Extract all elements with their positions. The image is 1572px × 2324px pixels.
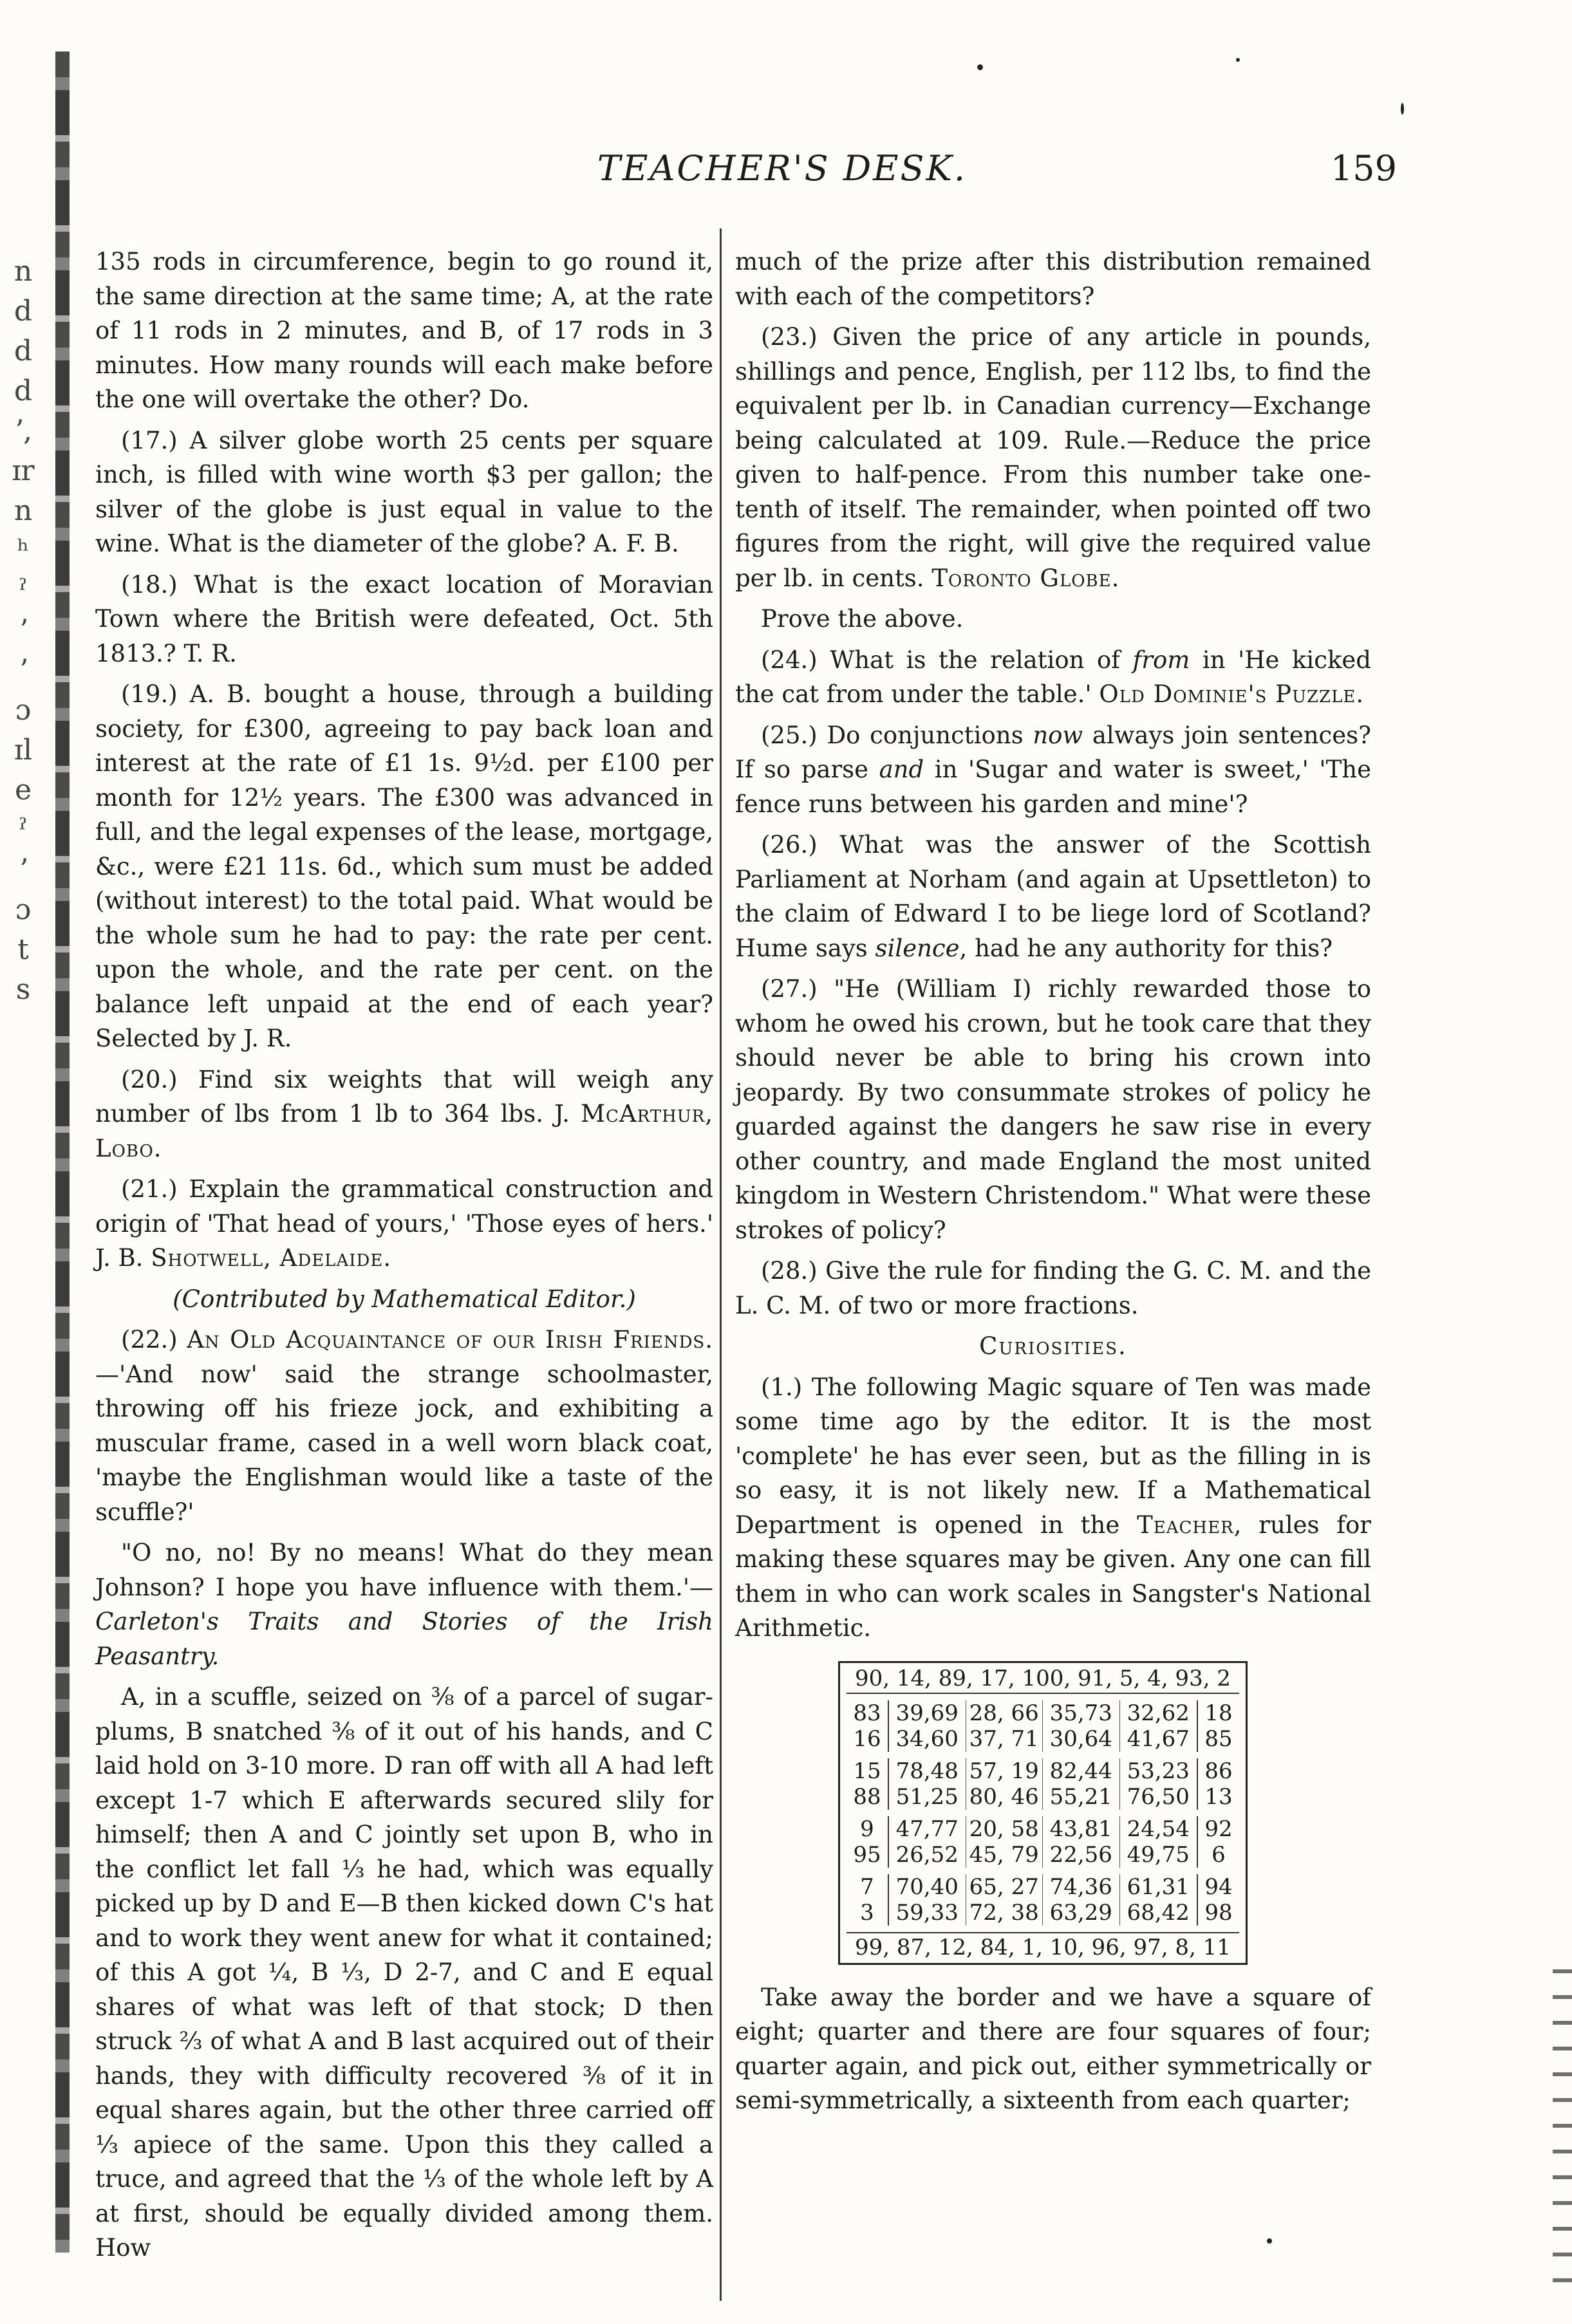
magic-square-cell: 80, 46	[966, 1784, 1043, 1810]
question-23	[735, 320, 1371, 595]
magic-square-right-edge	[1198, 1700, 1239, 1752]
margin-fragment: ʼ	[19, 614, 28, 647]
magic-square-cell: 59,33	[889, 1900, 966, 1926]
ink-speck	[1401, 103, 1404, 115]
magic-square-cell: 32,62	[1127, 1700, 1190, 1726]
question-22-quote	[95, 1536, 713, 1673]
magic-square-cell: 47,77	[889, 1816, 966, 1842]
magic-square-cell: 22,56	[1043, 1842, 1120, 1868]
question-25	[735, 718, 1371, 822]
magic-square-cell: 26,52	[889, 1842, 966, 1868]
question-21-signature: Shotwell, Adelaide.	[151, 1244, 392, 1272]
magic-square-cell: 7	[860, 1873, 874, 1900]
margin-fragment-column	[4, 257, 42, 1016]
question-20-text: (20.) Find six weights that will weigh any number of lbs from 1 lb to 364 lbs. J.	[95, 1065, 713, 1128]
margin-fragment: t	[17, 933, 29, 966]
magic-square-cell: 39,69	[889, 1700, 966, 1726]
question-22-text: —'And now' said the strange schoolmaster, throwing off his frieze jock, and exhibiting a muscular frame, cased in a well worn black coat, 'maybe the Englishman would like a taste of the scuffle?'	[95, 1360, 713, 1526]
magic-square-cell: 45, 79	[966, 1842, 1043, 1868]
curiosity-1	[735, 1370, 1371, 1646]
magic-square-cell: 98	[1204, 1899, 1233, 1926]
margin-fragment: ɔ	[15, 893, 32, 926]
magic-square-cell: 15	[853, 1758, 881, 1784]
curiosity-1-text-a: (1.) The following Magic square of Ten was made some time ago by the editor. It is the most 'complete' he has ever seen, but as the filling in is so easy, it is not likely new. If a Mathematical Department is opened in the	[735, 1373, 1371, 1539]
magic-square-cell: 24,54	[1127, 1816, 1190, 1842]
margin-fragment: ɪr	[12, 454, 35, 487]
question-20	[95, 1063, 713, 1166]
magic-square-cell: 95	[853, 1841, 881, 1868]
question-24-text-b: in 'He kicked the cat from under the table.'	[735, 646, 1371, 708]
magic-square-cell: 68,42	[1127, 1899, 1190, 1926]
magic-square-left-edge	[847, 1700, 888, 1752]
margin-fragment: ʼ,	[14, 414, 32, 447]
question-27: (27.) "He (William I) richly rewarded those to whom he owed his crown, but he took care that they should never be able to bring his crown into jeopardy. By two consummate strokes of policy he guarded against the dangers he saw rise in every other country, and made England the most united kingdom in Western Christendom." What were these strokes of policy?	[735, 975, 1371, 1244]
question-24-signature: Old Dominie's Puzzle.	[1099, 680, 1365, 708]
margin-fragment: ʼ	[19, 853, 28, 886]
question-20-signature: McArthur, Lobo.	[95, 1100, 713, 1162]
magic-square-cell: 85	[1204, 1725, 1233, 1752]
magic-square-cell: 49,75	[1127, 1841, 1190, 1868]
magic-square-right-edge	[1198, 1874, 1239, 1926]
magic-square-cell: 51,25	[889, 1784, 966, 1810]
margin-fragment: d	[14, 295, 33, 328]
magic-square-cell: 57, 19	[966, 1758, 1043, 1784]
question-23-text: (23.) Given the price of any article in pounds, shillings and pence, English, per 112 lbs, to find the equivalent per lb. in Canadian currency—Exchange being calculated at 109. Rule.—Reduce the price given to half-pence. From this number take one-tenth of itself. The remainder, when pointed off two figures from the right, will give the required value per lb. in cents.	[735, 323, 1371, 592]
question-17: (17.) A silver globe worth 25 cents per square inch, is filled with wine worth $3 per gallon; the silver of the globe is just equal in value to the wine. What is the diameter of the globe? A. F. B.	[95, 426, 713, 557]
question-28: (28.) Give the rule for finding the G. C. M. and the L. C. M. of two or more fractions.	[735, 1257, 1371, 1319]
magic-square-cell: 94	[1204, 1873, 1233, 1900]
question-21	[95, 1172, 713, 1276]
closing-paragraph: Take away the border and we have a square of eight; quarter and there are four squares of four; quarter again, and pick out, either symmetrically or semi-symmetrically, a sixteenth from each quarter;	[735, 1983, 1371, 2114]
running-header	[167, 148, 1397, 206]
magic-square-inner-grid	[888, 1758, 1198, 1810]
magic-square-cell: 41,67	[1127, 1725, 1190, 1752]
question-25-text-b: always join sentences? If so parse	[735, 721, 1371, 783]
magic-square-cell: 92	[1204, 1816, 1233, 1842]
magic-square-top-border: 90, 14, 89, 17, 100, 91, 5, 4, 93, 2	[847, 1666, 1239, 1694]
curiosity-1-teacher: Teacher	[1137, 1511, 1234, 1539]
margin-fragment: s	[15, 973, 31, 1006]
magic-square-cell: 63,29	[1043, 1900, 1120, 1926]
magic-square-right-edge	[1198, 1758, 1239, 1810]
magic-square-left-edge	[847, 1874, 888, 1926]
magic-square-cell: 20, 58	[966, 1816, 1043, 1842]
curiosity-1-text-b: , rules for making these squares may be given. Any one can fill them in who can work scales in Sangster's National Arithmetic.	[735, 1511, 1371, 1642]
magic-square-cell: 61,31	[1127, 1873, 1190, 1900]
question-22	[95, 1323, 713, 1529]
magic-square-bottom-border: 99, 87, 12, 84, 1, 10, 96, 97, 8, 11	[847, 1932, 1239, 1960]
question-22-citation: Carleton's Traits and Stories of the Irish Peasantry.	[95, 1608, 713, 1670]
magic-square-cell: 3	[860, 1899, 874, 1926]
magic-square-cell: 37, 71	[966, 1726, 1043, 1752]
magic-square-cell: 16	[853, 1725, 881, 1752]
magic-square-band	[847, 1758, 1239, 1810]
magic-square-cell: 35,73	[1043, 1700, 1120, 1726]
question-21-text: (21.) Explain the grammatical construction and origin of 'That head of yours,' 'Those eyes of hers.' J. B.	[95, 1175, 713, 1272]
column-divider	[720, 228, 722, 2301]
magic-square-cell: 53,23	[1127, 1758, 1190, 1784]
question-16-continued: 135 rods in circumference, begin to go round it, the same direction at the same time; A, at the rate of 11 rods in 2 minutes, and B, of 17 rods in 3 minutes. How many rounds will each make before the one will overtake the other? Do.	[95, 248, 713, 413]
question-18: (18.) What is the exact location of Moravian Town where the British were defeated, Oct. 5th 1813.? T. R.	[95, 570, 713, 667]
margin-fragment: n	[14, 494, 33, 527]
magic-square-band	[847, 1874, 1239, 1926]
question-24-text-a: (24.) What is the relation of	[761, 646, 1133, 674]
question-26-text-b: , had he any authority for this?	[959, 934, 1333, 962]
magic-square-cell: 9	[860, 1816, 874, 1842]
magic-square-right-edge	[1198, 1816, 1239, 1868]
question-26	[735, 828, 1371, 965]
page-number: 159	[1330, 148, 1397, 189]
margin-fragment: e	[14, 774, 32, 806]
magic-square-cell: 88	[853, 1783, 881, 1810]
magic-square-band	[847, 1816, 1239, 1868]
curiosities-heading: Curiosities.	[979, 1332, 1127, 1360]
magic-square-cell: 28, 66	[966, 1700, 1043, 1726]
margin-fragment: ˀ	[19, 574, 28, 607]
right-column	[735, 245, 1371, 2124]
magic-square-cell: 86	[1204, 1758, 1233, 1784]
magic-square-inner-grid	[888, 1700, 1198, 1752]
magic-square-cell: 78,48	[889, 1758, 966, 1784]
magic-square-cell: 70,40	[889, 1874, 966, 1900]
question-22-quote-text: "O no, no! By no means! What do they mean Johnson? I hope you have influence with them.'—	[95, 1539, 713, 1601]
magic-square-cell: 72, 38	[966, 1900, 1043, 1926]
question-24-from: from	[1132, 646, 1190, 674]
margin-fragment: d	[14, 375, 33, 407]
magic-square-inner-grid	[888, 1874, 1198, 1926]
magic-square-cell: 34,60	[889, 1726, 966, 1752]
margin-fragment: ɔ	[15, 694, 32, 727]
margin-fragment: ˀ	[19, 813, 28, 846]
question-24	[735, 643, 1371, 712]
question-22-title: An Old Acquaintance of our Irish Friends.	[187, 1326, 713, 1353]
magic-square-cell: 30,64	[1043, 1726, 1120, 1752]
magic-square-cell: 55,21	[1043, 1784, 1120, 1810]
margin-fragment: d	[14, 335, 33, 367]
running-title: TEACHER'S DESK.	[597, 148, 968, 189]
margin-fragment: ʰ	[17, 534, 30, 567]
contributed-heading: (Contributed by Mathematical Editor.)	[173, 1285, 636, 1313]
magic-square-cell: 18	[1204, 1700, 1233, 1726]
question-26-silence: silence	[875, 934, 960, 962]
margin-fragment: ɪl	[14, 734, 33, 767]
magic-square-left-edge	[847, 1816, 888, 1868]
margin-fragment: n	[14, 255, 33, 288]
ink-speck	[1267, 2238, 1272, 2244]
magic-square-cell: 83	[853, 1700, 881, 1726]
magic-square-cell: 76,50	[1127, 1783, 1190, 1810]
magic-square-cell: 13	[1204, 1783, 1233, 1810]
page-binding-shadow	[55, 51, 70, 2253]
magic-square	[838, 1661, 1248, 1965]
magic-square-inner-grid	[888, 1816, 1198, 1868]
magic-square-band	[847, 1700, 1239, 1752]
magic-square-cell: 65, 27	[966, 1874, 1043, 1900]
ink-speck	[1236, 58, 1240, 62]
prove-line: Prove the above.	[761, 605, 964, 633]
question-19: (19.) A. B. bought a house, through a building society, for £300, agreeing to pay back loan and interest at the rate of £1 1s. 9½d. per £100 per month for 12½ years. The £300 was advanced in full, and the legal expenses of the lease, mortgage, &c., were £21 11s. 6d., which sum must be added (without interest) to the total paid. What would be the whole sum he had to pay: the rate per cent. upon the whole, and the rate per cent. on the balance left unpaid at the end of each year? Selected by J. R.	[95, 680, 713, 1052]
magic-square-cell: 74,36	[1043, 1874, 1120, 1900]
magic-square-left-edge	[847, 1758, 888, 1810]
magic-square-cell: 82,44	[1043, 1758, 1120, 1784]
question-22-problem: A, in a scuffle, seized on ⅜ of a parcel of sugar-plums, B snatched ⅜ of it out of his hands, and C laid hold on 3-10 more. D ran off with all A had left except 1-7 which E afterwards secured slily for himself; then A and C jointly set upon B, who in the conflict let fall ⅓ he had, which was equally picked up by D and E—B then kicked down C's hat and to work they went anew for what it contained; of this A got ¼, B ⅓, D 2-7, and C and E equal shares of what was left of that stock; D then struck ⅔ of what A and B last acquired out of their hands, they with difficulty recovered ⅜ of it in equal shares again, but the other three carried off ⅓ apiece of the same. Upon this they called a truce, and agreed that the ⅓ of the whole left by A at first, should be equally divided among them. How	[95, 1683, 713, 2262]
left-column	[95, 245, 713, 2272]
question-25-text-c: in 'Sugar and water is sweet,' 'The fence runs between his garden and mine'?	[735, 756, 1371, 818]
magic-square-cell: 6	[1212, 1841, 1226, 1868]
question-22-number: (22.)	[121, 1326, 187, 1353]
page-edge-specks	[1553, 1969, 1572, 2291]
magic-square-cell: 43,81	[1043, 1816, 1120, 1842]
magic-square-bands	[847, 1700, 1239, 1926]
question-25-and: and	[879, 756, 924, 783]
question-25-now: now	[1033, 721, 1083, 749]
ink-speck	[977, 64, 983, 70]
question-23-signature: Toronto Globe.	[931, 564, 1120, 592]
question-25-text-a: (25.) Do conjunctions	[761, 721, 1033, 749]
margin-fragment: ʼ	[19, 654, 28, 687]
question-26-text-a: (26.) What was the answer of the Scottish Parliament at Norham (and again at Upsettleton) to the claim of Edward I to be liege lord of Scotland? Hume says	[735, 831, 1371, 962]
question-22-ending: much of the prize after this distribution remained with each of the competitors?	[735, 248, 1371, 310]
